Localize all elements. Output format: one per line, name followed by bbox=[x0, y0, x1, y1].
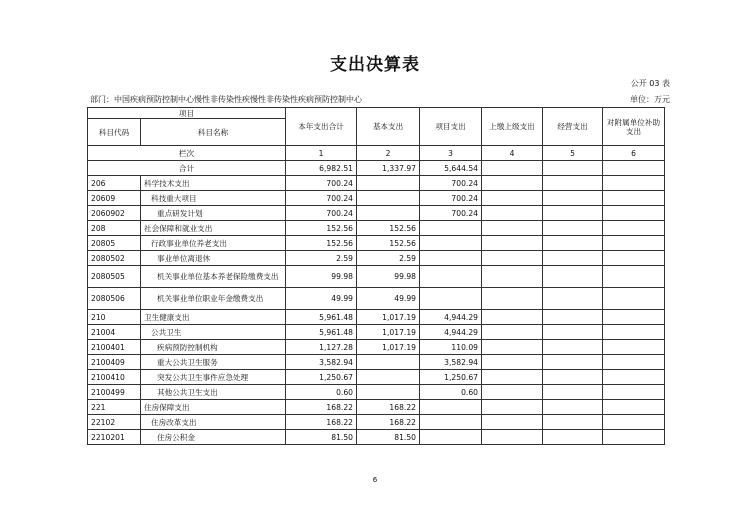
basic-cell: 1,017.19 bbox=[357, 325, 420, 340]
basic-cell bbox=[357, 206, 420, 221]
name-cell: 公共卫生 bbox=[141, 325, 286, 340]
total-cell: 168.22 bbox=[286, 415, 357, 430]
name-cell: 卫生健康支出 bbox=[141, 310, 286, 325]
code-cell: 2080502 bbox=[88, 251, 141, 266]
project-cell: 700.24 bbox=[420, 176, 482, 191]
project-cell bbox=[420, 288, 482, 310]
total-cell: 0.60 bbox=[286, 385, 357, 400]
subsidy-cell bbox=[603, 288, 665, 310]
subsidy-cell bbox=[603, 355, 665, 370]
column-label: 栏次 bbox=[88, 146, 286, 161]
header-subsidy: 对附属单位补助支出 bbox=[603, 108, 665, 146]
upper-cell bbox=[482, 385, 543, 400]
name-cell: 住房改革支出 bbox=[141, 415, 286, 430]
total-row bbox=[88, 161, 665, 176]
project-cell bbox=[420, 415, 482, 430]
table-row bbox=[88, 325, 665, 340]
business-cell bbox=[543, 340, 603, 355]
business-cell bbox=[543, 415, 603, 430]
subsidy-cell bbox=[603, 161, 665, 176]
basic-cell: 2.59 bbox=[357, 251, 420, 266]
basic-cell: 168.22 bbox=[357, 415, 420, 430]
table-row bbox=[88, 266, 665, 288]
total-cell: 81.50 bbox=[286, 430, 357, 445]
code-cell: 2080506 bbox=[88, 288, 141, 310]
table-row bbox=[88, 310, 665, 325]
total-cell: 168.22 bbox=[286, 400, 357, 415]
project-cell: 700.24 bbox=[420, 191, 482, 206]
table-row bbox=[88, 191, 665, 206]
basic-cell: 81.50 bbox=[357, 430, 420, 445]
business-cell bbox=[543, 236, 603, 251]
upper-cell bbox=[482, 340, 543, 355]
upper-cell bbox=[482, 430, 543, 445]
name-cell: 科学技术支出 bbox=[141, 176, 286, 191]
business-cell bbox=[543, 161, 603, 176]
total-cell: 2.59 bbox=[286, 251, 357, 266]
subsidy-cell bbox=[603, 325, 665, 340]
subsidy-cell bbox=[603, 370, 665, 385]
name-cell: 突发公共卫生事件应急处理 bbox=[141, 370, 286, 385]
upper-cell bbox=[482, 251, 543, 266]
project-cell bbox=[420, 400, 482, 415]
total-cell: 700.24 bbox=[286, 176, 357, 191]
business-cell bbox=[543, 266, 603, 288]
department-label: 部门：中国疾病预防控制中心慢性非传染性疾慢性非传染性疾病预防控制中心 bbox=[90, 95, 362, 104]
project-cell bbox=[420, 221, 482, 236]
upper-cell bbox=[482, 221, 543, 236]
upper-cell bbox=[482, 161, 543, 176]
upper-cell bbox=[482, 191, 543, 206]
basic-cell: 49.99 bbox=[357, 288, 420, 310]
upper-cell bbox=[482, 325, 543, 340]
project-cell: 3,582.94 bbox=[420, 355, 482, 370]
basic-cell: 152.56 bbox=[357, 236, 420, 251]
header-project: 项目支出 bbox=[420, 108, 482, 146]
code-cell: 2100410 bbox=[88, 370, 141, 385]
total-cell: 6,982.51 bbox=[286, 161, 357, 176]
subsidy-cell bbox=[603, 415, 665, 430]
business-cell bbox=[543, 430, 603, 445]
basic-cell: 99.98 bbox=[357, 266, 420, 288]
business-cell bbox=[543, 221, 603, 236]
col-num: 4 bbox=[482, 146, 543, 161]
code-cell: 22102 bbox=[88, 415, 141, 430]
basic-cell bbox=[357, 355, 420, 370]
table-row bbox=[88, 221, 665, 236]
header-upper: 上缴上级支出 bbox=[482, 108, 543, 146]
basic-cell: 168.22 bbox=[357, 400, 420, 415]
business-cell bbox=[543, 385, 603, 400]
subsidy-cell bbox=[603, 221, 665, 236]
header-code: 科目代码 bbox=[88, 119, 141, 146]
table-row bbox=[88, 251, 665, 266]
expenditure-table bbox=[87, 107, 665, 445]
table-row bbox=[88, 355, 665, 370]
form-code: 公开 03 表 bbox=[630, 79, 670, 88]
code-cell: 2100409 bbox=[88, 355, 141, 370]
subsidy-cell bbox=[603, 385, 665, 400]
business-cell bbox=[543, 251, 603, 266]
subsidy-cell bbox=[603, 236, 665, 251]
code-cell: 2080505 bbox=[88, 266, 141, 288]
table-row bbox=[88, 176, 665, 191]
name-cell: 科技重大项目 bbox=[141, 191, 286, 206]
header-business: 经营支出 bbox=[543, 108, 603, 146]
project-cell bbox=[420, 236, 482, 251]
code-cell: 210 bbox=[88, 310, 141, 325]
project-cell bbox=[420, 430, 482, 445]
header-basic: 基本支出 bbox=[357, 108, 420, 146]
name-cell: 重大公共卫生服务 bbox=[141, 355, 286, 370]
total-cell: 152.56 bbox=[286, 236, 357, 251]
subsidy-cell bbox=[603, 206, 665, 221]
business-cell bbox=[543, 310, 603, 325]
basic-cell bbox=[357, 176, 420, 191]
code-cell: 21004 bbox=[88, 325, 141, 340]
page-title: 支出决算表 bbox=[330, 55, 420, 75]
name-cell: 机关事业单位基本养老保险缴费支出 bbox=[141, 266, 286, 288]
business-cell bbox=[543, 370, 603, 385]
name-cell: 住房保障支出 bbox=[141, 400, 286, 415]
table-row bbox=[88, 370, 665, 385]
total-cell: 700.24 bbox=[286, 191, 357, 206]
subsidy-cell bbox=[603, 310, 665, 325]
total-cell: 700.24 bbox=[286, 206, 357, 221]
basic-cell bbox=[357, 370, 420, 385]
col-num: 2 bbox=[357, 146, 420, 161]
business-cell bbox=[543, 191, 603, 206]
business-cell bbox=[543, 355, 603, 370]
total-cell: 49.99 bbox=[286, 288, 357, 310]
page-number: 6 bbox=[372, 476, 378, 484]
name-cell: 机关事业单位职业年金缴费支出 bbox=[141, 288, 286, 310]
project-cell: 110.09 bbox=[420, 340, 482, 355]
code-cell: 20609 bbox=[88, 191, 141, 206]
upper-cell bbox=[482, 236, 543, 251]
subsidy-cell bbox=[603, 191, 665, 206]
upper-cell bbox=[482, 355, 543, 370]
subsidy-cell bbox=[603, 340, 665, 355]
subsidy-cell bbox=[603, 266, 665, 288]
name-cell: 行政事业单位养老支出 bbox=[141, 236, 286, 251]
basic-cell: 1,337.97 bbox=[357, 161, 420, 176]
header-name: 科目名称 bbox=[141, 119, 286, 146]
col-num: 1 bbox=[286, 146, 357, 161]
unit-label: 单位：万元 bbox=[630, 95, 670, 104]
upper-cell bbox=[482, 206, 543, 221]
business-cell bbox=[543, 206, 603, 221]
project-cell: 4,944.29 bbox=[420, 310, 482, 325]
business-cell bbox=[543, 288, 603, 310]
upper-cell bbox=[482, 370, 543, 385]
code-cell: 208 bbox=[88, 221, 141, 236]
basic-cell bbox=[357, 191, 420, 206]
table-row bbox=[88, 288, 665, 310]
name-cell: 事业单位离退休 bbox=[141, 251, 286, 266]
table-row bbox=[88, 385, 665, 400]
business-cell bbox=[543, 176, 603, 191]
name-cell: 重点研发计划 bbox=[141, 206, 286, 221]
table-row bbox=[88, 400, 665, 415]
name-cell: 疾病预防控制机构 bbox=[141, 340, 286, 355]
code-cell: 206 bbox=[88, 176, 141, 191]
table-row bbox=[88, 340, 665, 355]
name-cell: 其他公共卫生支出 bbox=[141, 385, 286, 400]
name-cell: 社会保障和就业支出 bbox=[141, 221, 286, 236]
project-cell bbox=[420, 251, 482, 266]
basic-cell: 1,017.19 bbox=[357, 340, 420, 355]
code-cell: 2060902 bbox=[88, 206, 141, 221]
code-cell: 2100499 bbox=[88, 385, 141, 400]
subsidy-cell bbox=[603, 176, 665, 191]
business-cell bbox=[543, 400, 603, 415]
business-cell bbox=[543, 325, 603, 340]
total-cell: 1,250.67 bbox=[286, 370, 357, 385]
project-cell: 1,250.67 bbox=[420, 370, 482, 385]
col-num: 5 bbox=[543, 146, 603, 161]
project-cell bbox=[420, 266, 482, 288]
total-cell: 1,127.28 bbox=[286, 340, 357, 355]
total-cell: 5,961.48 bbox=[286, 325, 357, 340]
basic-cell bbox=[357, 385, 420, 400]
code-cell: 221 bbox=[88, 400, 141, 415]
header-item: 项目 bbox=[88, 108, 286, 119]
project-cell: 0.60 bbox=[420, 385, 482, 400]
col-num: 3 bbox=[420, 146, 482, 161]
upper-cell bbox=[482, 415, 543, 430]
code-cell: 20805 bbox=[88, 236, 141, 251]
upper-cell bbox=[482, 266, 543, 288]
table-row bbox=[88, 415, 665, 430]
total-cell: 99.98 bbox=[286, 266, 357, 288]
code-cell: 2210201 bbox=[88, 430, 141, 445]
name-cell: 住房公积金 bbox=[141, 430, 286, 445]
subsidy-cell bbox=[603, 251, 665, 266]
project-cell: 700.24 bbox=[420, 206, 482, 221]
subsidy-cell bbox=[603, 400, 665, 415]
header-total: 本年支出合计 bbox=[286, 108, 357, 146]
table-row bbox=[88, 206, 665, 221]
col-num: 6 bbox=[603, 146, 665, 161]
upper-cell bbox=[482, 176, 543, 191]
basic-cell: 1,017.19 bbox=[357, 310, 420, 325]
upper-cell bbox=[482, 288, 543, 310]
project-cell: 4,944.29 bbox=[420, 325, 482, 340]
table-row bbox=[88, 430, 665, 445]
total-cell: 3,582.94 bbox=[286, 355, 357, 370]
code-cell: 2100401 bbox=[88, 340, 141, 355]
basic-cell: 152.56 bbox=[357, 221, 420, 236]
total-label: 合计 bbox=[88, 161, 286, 176]
upper-cell bbox=[482, 310, 543, 325]
subsidy-cell bbox=[603, 430, 665, 445]
table-row bbox=[88, 236, 665, 251]
project-cell: 5,644.54 bbox=[420, 161, 482, 176]
total-cell: 152.56 bbox=[286, 221, 357, 236]
total-cell: 5,961.48 bbox=[286, 310, 357, 325]
upper-cell bbox=[482, 400, 543, 415]
